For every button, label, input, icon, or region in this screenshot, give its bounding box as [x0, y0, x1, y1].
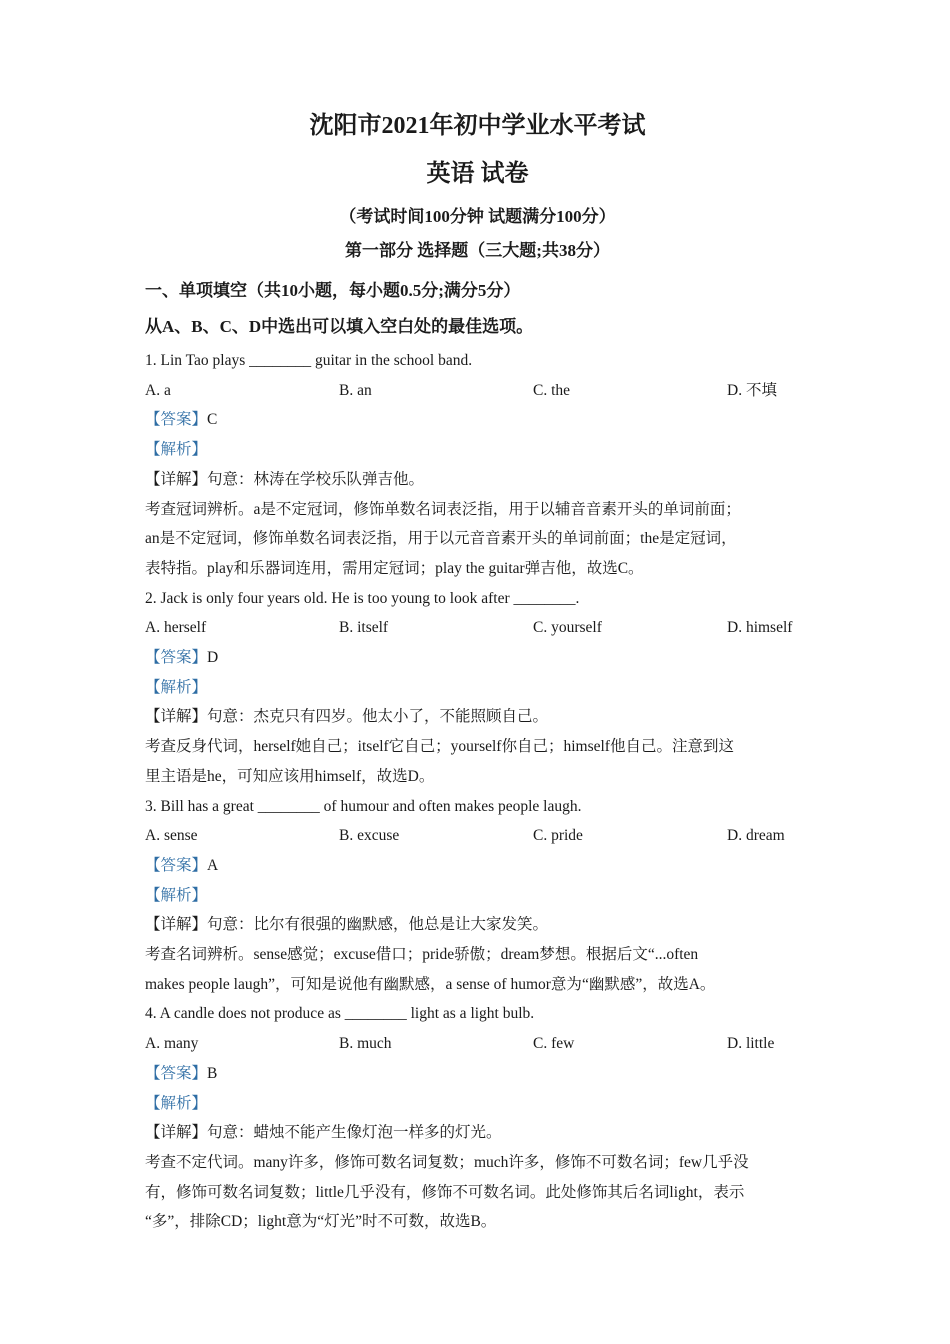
exam-subtitle: 英语 试卷 [426, 161, 529, 187]
question-stem: 2. Jack is only four years old. He is too young to look after ________. [145, 589, 580, 607]
detail-tag: 【详解】 [145, 708, 208, 726]
answer-tag: 【答案】 [145, 649, 208, 667]
option-row [145, 376, 810, 406]
detail-text: 句意：蜡烛不能产生像灯泡一样多的灯光。 [207, 1124, 502, 1142]
option-d: D. himself [727, 619, 793, 637]
analysis-line [145, 1089, 810, 1119]
answer-tag: 【答案】 [145, 1064, 208, 1082]
detail-line [145, 1118, 810, 1148]
explanation-line: 有，修饰可数名词复数；little几乎没有，修饰不可数名词。此处修饰其后名词light，表示 [145, 1183, 745, 1201]
explanation-line: 考查冠词辨析。a是不定冠词，修饰单数名词表泛指，用于以辅音音素开头的单词前面； [145, 500, 741, 518]
option-b: B. much [339, 1035, 392, 1053]
option-a: A. sense [145, 827, 198, 845]
analysis-line [145, 673, 810, 703]
answer-line [145, 851, 810, 881]
detail-text: 句意：杰克只有四岁。他太小了，不能照顾自己。 [207, 708, 549, 726]
option-c: C. yourself [533, 619, 602, 637]
question-block [145, 792, 810, 1000]
answer-line [145, 643, 810, 673]
option-c: C. the [533, 381, 571, 399]
answer-line [145, 1059, 810, 1089]
detail-tag: 【详解】 [145, 916, 208, 934]
detail-line [145, 910, 810, 940]
section-instruction: 从A、B、C、D中选出可以填入空白处的最佳选项。 [145, 317, 534, 336]
explanation-line: 考查不定代词。many许多，修饰可数名词复数；much许多，修饰不可数名词；few几乎没 [145, 1153, 749, 1171]
option-a: A. a [145, 381, 171, 399]
option-c: C. pride [533, 827, 583, 845]
question-block [145, 346, 810, 584]
explanation-line: an是不定冠词，修饰单数名词表泛指，用于以元音音素开头的单词前面；the是定冠词， [145, 530, 737, 548]
analysis-tag: 【解析】 [145, 441, 208, 459]
question-stem: 4. A candle does not produce as ________ light as a light bulb. [145, 1005, 535, 1023]
detail-line [145, 702, 810, 732]
part-title: 第一部分 选择题（三大题;共38分） [345, 241, 610, 260]
analysis-tag: 【解析】 [145, 1094, 208, 1112]
exam-page [145, 112, 810, 1237]
explanation-line: 里主语是he，可知应该用himself，故选D。 [145, 767, 435, 785]
option-b: B. excuse [339, 827, 400, 845]
analysis-tag: 【解析】 [145, 886, 208, 904]
explanation-line: makes people laugh”，可知是说他有幽默感，a sense of humor意为“幽默感”，故选A。 [145, 975, 716, 993]
explanation-line: 表特指。play和乐器词连用，需用定冠词；play the guitar弹吉他，故选C。 [145, 559, 644, 577]
answer-line [145, 405, 810, 435]
explanation-line: 考查名词辨析。sense感觉；excuse借口；pride骄傲；dream梦想。根据后文“...often [145, 946, 699, 964]
option-b: B. itself [339, 619, 389, 637]
option-a: A. many [145, 1035, 199, 1053]
analysis-line [145, 435, 810, 465]
option-d: D. 不填 [727, 381, 777, 399]
option-d: D. dream [727, 827, 785, 845]
question-stem: 3. Bill has a great ________ of humour and often makes people laugh. [145, 797, 582, 815]
option-d: D. little [727, 1035, 775, 1053]
analysis-tag: 【解析】 [145, 678, 208, 696]
answer-tag: 【答案】 [145, 856, 208, 874]
answer-value: A [207, 856, 219, 874]
question-block [145, 999, 810, 1237]
question-stem: 1. Lin Tao plays ________ guitar in the school band. [145, 352, 473, 369]
option-a: A. herself [145, 619, 207, 637]
detail-text: 句意：林涛在学校乐队弹吉他。 [207, 470, 425, 488]
detail-text: 句意：比尔有很强的幽默感，他总是让大家发笑。 [207, 916, 549, 934]
detail-line [145, 465, 810, 495]
explanation-line: 考查反身代词，herself她自己；itself它自己；yourself你自己；himself他自己。注意到这 [145, 738, 734, 756]
exam-title: 沈阳市2021年初中学业水平考试 [309, 113, 646, 139]
answer-value: C [207, 411, 218, 429]
section-heading: 一、单项填空（共10小题，每小题0.5分;满分5分） [145, 281, 521, 300]
option-row [145, 613, 810, 643]
analysis-line [145, 881, 810, 911]
question-block [145, 584, 810, 792]
option-row [145, 821, 810, 851]
detail-tag: 【详解】 [145, 1124, 208, 1142]
option-b: B. an [339, 381, 372, 399]
answer-value: B [207, 1064, 218, 1082]
exam-time-note: （考试时间100分钟 试题满分100分） [339, 207, 616, 226]
answer-tag: 【答案】 [145, 411, 208, 429]
detail-tag: 【详解】 [145, 470, 208, 488]
option-c: C. few [533, 1035, 575, 1053]
explanation-line: “多”，排除CD；light意为“灯光”时不可数，故选B。 [145, 1213, 497, 1231]
answer-value: D [207, 649, 219, 667]
option-row [145, 1029, 810, 1059]
